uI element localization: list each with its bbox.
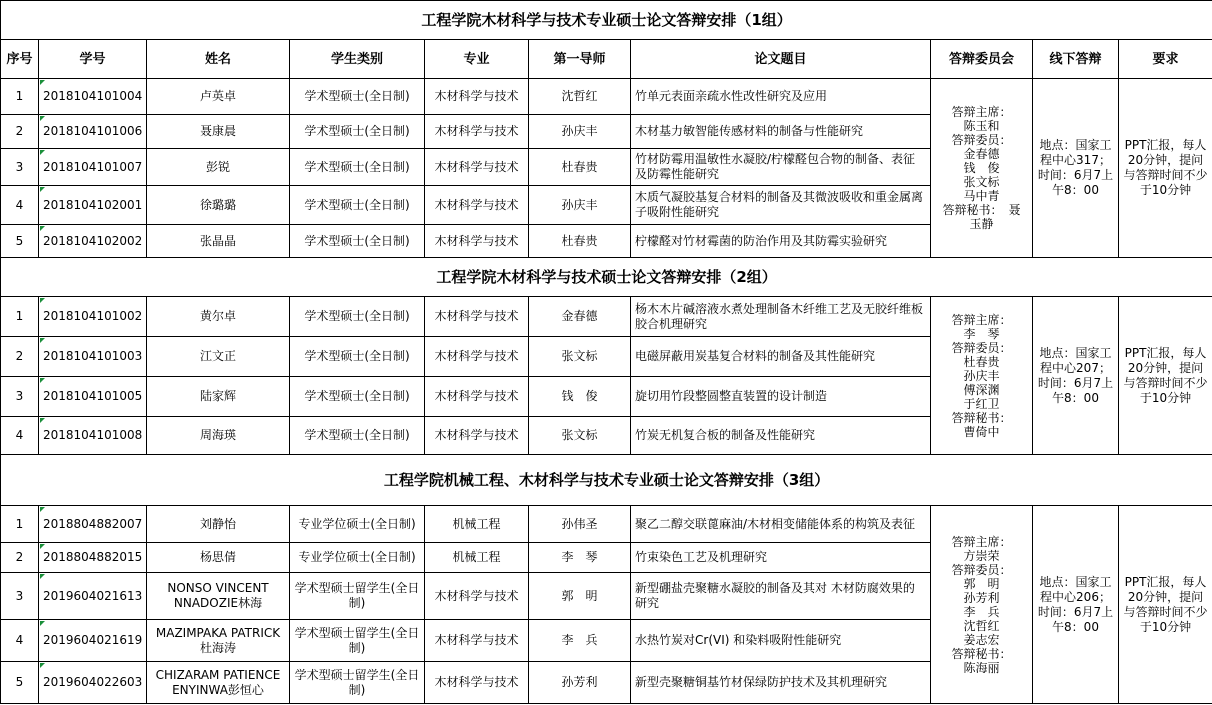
committee-line: 曹倚中 [963, 424, 1000, 439]
major: 木材科学与技术 [425, 79, 529, 115]
group-title-row [1, 258, 1212, 297]
student-id: 2018104101002 [39, 297, 147, 337]
row-number: 1 [1, 506, 39, 543]
committee-line: 郭 明 [963, 576, 1000, 591]
student-id: 2018804882015 [39, 543, 147, 573]
row-number: 2 [1, 115, 39, 149]
major: 机械工程 [425, 506, 529, 543]
major: 木材科学与技术 [425, 377, 529, 417]
thesis-topic: 木材基力敏智能传感材料的制备与性能研究 [631, 115, 931, 149]
thesis-topic: 木质气凝胶基复合材料的制备及其微波吸收和重金属离子吸附性能研究 [631, 186, 931, 225]
row-number: 3 [1, 149, 39, 186]
column-header-major: 专业 [425, 40, 529, 79]
committee-line: 孙芳利 [963, 590, 1000, 605]
first-advisor: 李 琴 [529, 543, 631, 573]
table-row [1, 79, 1212, 115]
committee-line: 孙庆丰 [963, 368, 1000, 383]
column-header-committee: 答辩委员会 [931, 40, 1033, 79]
first-advisor: 郭 明 [529, 573, 631, 620]
column-header-advisor: 第一导师 [529, 40, 631, 79]
committee-line: 答辩秘书： 聂 [942, 203, 1021, 217]
major: 木材科学与技术 [425, 662, 529, 704]
student-name: 徐璐璐 [147, 186, 290, 225]
column-header-id: 学号 [39, 40, 147, 79]
thesis-topic: 水热竹炭对Cr(VI) 和染料吸附性能研究 [631, 620, 931, 662]
requirements: PPT汇报，每人20分钟，提问与答辩时间不少于10分钟 [1119, 79, 1212, 258]
committee-line: 傅深渊 [963, 382, 1000, 397]
student-id: 2018104101006 [39, 115, 147, 149]
header-row [1, 40, 1212, 79]
student-name: CHIZARAM PATIENCE ENYINWA彭恒心 [147, 662, 290, 704]
student-id: 2018104101003 [39, 337, 147, 377]
committee-line: 答辩委员： [951, 340, 1012, 355]
student-name: 彭锐 [147, 149, 290, 186]
committee-line: 答辩秘书： [951, 410, 1012, 425]
student-type: 学术型硕士留学生(全日制) [290, 662, 425, 704]
student-id: 2019604021613 [39, 573, 147, 620]
first-advisor: 孙芳利 [529, 662, 631, 704]
row-number: 3 [1, 573, 39, 620]
student-id: 2018104102001 [39, 186, 147, 225]
student-name: 陆家辉 [147, 377, 290, 417]
row-number: 2 [1, 337, 39, 377]
committee-line: 钱 俊 [963, 161, 1000, 175]
row-number: 4 [1, 186, 39, 225]
row-number: 3 [1, 377, 39, 417]
committee-line: 张文标 [963, 175, 1000, 189]
committee-line: 答辩主席： [951, 534, 1012, 549]
committee-line: 玉静 [969, 217, 994, 231]
first-advisor: 孙庆丰 [529, 115, 631, 149]
major: 木材科学与技术 [425, 297, 529, 337]
group-title: 工程学院木材科学与技术硕士论文答辩安排（2组） [1, 258, 1212, 297]
student-id: 2018804882007 [39, 506, 147, 543]
committee-line: 陈玉和 [963, 119, 1000, 133]
first-advisor: 张文标 [529, 417, 631, 455]
student-name: 刘静怡 [147, 506, 290, 543]
column-header-require: 要求 [1119, 40, 1212, 79]
row-number: 4 [1, 620, 39, 662]
first-advisor: 张文标 [529, 337, 631, 377]
offline-defense-info: 地点：国家工程中心206；时间：6月7上午8：00 [1033, 506, 1119, 704]
table-row [1, 297, 1212, 337]
student-id: 2018104101007 [39, 149, 147, 186]
major: 机械工程 [425, 543, 529, 573]
committee-line: 于红卫 [963, 396, 1000, 411]
column-header-type: 学生类别 [290, 40, 425, 79]
defense-committee [931, 297, 1033, 455]
group-title: 工程学院机械工程、木材科学与技术专业硕士论文答辩安排（3组） [1, 455, 1212, 506]
student-type: 学术型硕士(全日制) [290, 186, 425, 225]
major: 木材科学与技术 [425, 337, 529, 377]
committee-line: 答辩秘书： [951, 646, 1012, 661]
student-name: 黄尔卓 [147, 297, 290, 337]
major: 木材科学与技术 [425, 573, 529, 620]
column-header-no: 序号 [1, 40, 39, 79]
table-row [1, 506, 1212, 543]
thesis-topic: 竹单元表面亲疏水性改性研究及应用 [631, 79, 931, 115]
major: 木材科学与技术 [425, 417, 529, 455]
major: 木材科学与技术 [425, 149, 529, 186]
first-advisor: 杜春贵 [529, 149, 631, 186]
committee-line: 陈海丽 [963, 660, 1000, 675]
committee-line: 方崇荣 [963, 548, 1000, 563]
group-title: 工程学院木材科学与技术专业硕士论文答辩安排（1组） [1, 1, 1212, 40]
row-number: 1 [1, 297, 39, 337]
column-header-offline: 线下答辩 [1033, 40, 1119, 79]
student-type: 学术型硕士(全日制) [290, 297, 425, 337]
requirements: PPT汇报，每人20分钟，提问与答辩时间不少于10分钟 [1119, 297, 1212, 455]
row-number: 5 [1, 662, 39, 704]
column-header-name: 姓名 [147, 40, 290, 79]
student-id: 2018104101008 [39, 417, 147, 455]
student-name: 聂康晨 [147, 115, 290, 149]
student-name: 江文正 [147, 337, 290, 377]
committee-line: 答辩委员： [951, 562, 1012, 577]
committee-line: 杜春贵 [963, 354, 1000, 369]
defense-committee [931, 506, 1033, 704]
student-name: 杨思倩 [147, 543, 290, 573]
thesis-topic: 旋切用竹段整圆整直装置的设计制造 [631, 377, 931, 417]
major: 木材科学与技术 [425, 186, 529, 225]
thesis-topic: 聚乙二醇交联蓖麻油/木材相变储能体系的构筑及表征 [631, 506, 931, 543]
major: 木材科学与技术 [425, 115, 529, 149]
thesis-topic: 新型硼盐壳聚糖水凝胶的制备及其对 木材防腐效果的研究 [631, 573, 931, 620]
row-number: 1 [1, 79, 39, 115]
first-advisor: 孙伟圣 [529, 506, 631, 543]
committee-line: 沈哲红 [963, 618, 1000, 633]
major: 木材科学与技术 [425, 225, 529, 258]
thesis-topic: 竹束染色工艺及机理研究 [631, 543, 931, 573]
student-id: 2019604021619 [39, 620, 147, 662]
student-type: 学术型硕士留学生(全日制) [290, 573, 425, 620]
thesis-topic: 竹炭无机复合板的制备及性能研究 [631, 417, 931, 455]
first-advisor: 钱 俊 [529, 377, 631, 417]
committee-line: 答辩委员： [951, 133, 1012, 147]
student-type: 学术型硕士留学生(全日制) [290, 620, 425, 662]
student-id: 2019604022603 [39, 662, 147, 704]
student-type: 学术型硕士(全日制) [290, 79, 425, 115]
committee-line: 马中青 [963, 189, 1000, 203]
student-type: 学术型硕士(全日制) [290, 225, 425, 258]
committee-line: 李 琴 [963, 326, 1000, 341]
committee-line: 李 兵 [963, 604, 1000, 619]
student-type: 专业学位硕士(全日制) [290, 543, 425, 573]
thesis-topic: 电磁屏蔽用炭基复合材料的制备及其性能研究 [631, 337, 931, 377]
student-name: 卢英卓 [147, 79, 290, 115]
student-type: 学术型硕士(全日制) [290, 115, 425, 149]
student-type: 学术型硕士(全日制) [290, 377, 425, 417]
offline-defense-info: 地点：国家工程中心317；时间：6月7上午8：00 [1033, 79, 1119, 258]
committee-line: 金春德 [963, 147, 1000, 161]
thesis-topic: 杨木木片碱溶液水煮处理制备木纤维工艺及无胶纤维板胶合机理研究 [631, 297, 931, 337]
student-type: 学术型硕士(全日制) [290, 417, 425, 455]
requirements: PPT汇报，每人20分钟，提问与答辩时间不少于10分钟 [1119, 506, 1212, 704]
student-name: 张晶晶 [147, 225, 290, 258]
row-number: 5 [1, 225, 39, 258]
offline-defense-info: 地点：国家工程中心207；时间：6月7上午8：00 [1033, 297, 1119, 455]
first-advisor: 李 兵 [529, 620, 631, 662]
committee-line: 姜志宏 [963, 632, 1000, 647]
thesis-topic: 柠檬醛对竹材霉菌的防治作用及其防霉实验研究 [631, 225, 931, 258]
student-type: 学术型硕士(全日制) [290, 337, 425, 377]
row-number: 4 [1, 417, 39, 455]
student-name: MAZIMPAKA PATRICK杜海涛 [147, 620, 290, 662]
committee-line: 答辩主席： [951, 312, 1012, 327]
committee-line: 答辩主席： [951, 105, 1012, 119]
first-advisor: 沈哲红 [529, 79, 631, 115]
first-advisor: 杜春贵 [529, 225, 631, 258]
student-type: 专业学位硕士(全日制) [290, 506, 425, 543]
thesis-topic: 新型壳聚糖铜基竹材保绿防护技术及其机理研究 [631, 662, 931, 704]
thesis-topic: 竹材防霉用温敏性水凝胶/柠檬醛包合物的制备、表征及防霉性能研究 [631, 149, 931, 186]
student-id: 2018104101005 [39, 377, 147, 417]
student-id: 2018104102002 [39, 225, 147, 258]
major: 木材科学与技术 [425, 620, 529, 662]
student-name: NONSO VINCENT NNADOZIE林海 [147, 573, 290, 620]
group-title-row [1, 455, 1212, 506]
first-advisor: 金春德 [529, 297, 631, 337]
defense-committee [931, 79, 1033, 258]
group-title-row [1, 1, 1212, 40]
first-advisor: 孙庆丰 [529, 186, 631, 225]
student-id: 2018104101004 [39, 79, 147, 115]
student-name: 周海瑛 [147, 417, 290, 455]
student-type: 学术型硕士(全日制) [290, 149, 425, 186]
row-number: 2 [1, 543, 39, 573]
column-header-topic: 论文题目 [631, 40, 931, 79]
